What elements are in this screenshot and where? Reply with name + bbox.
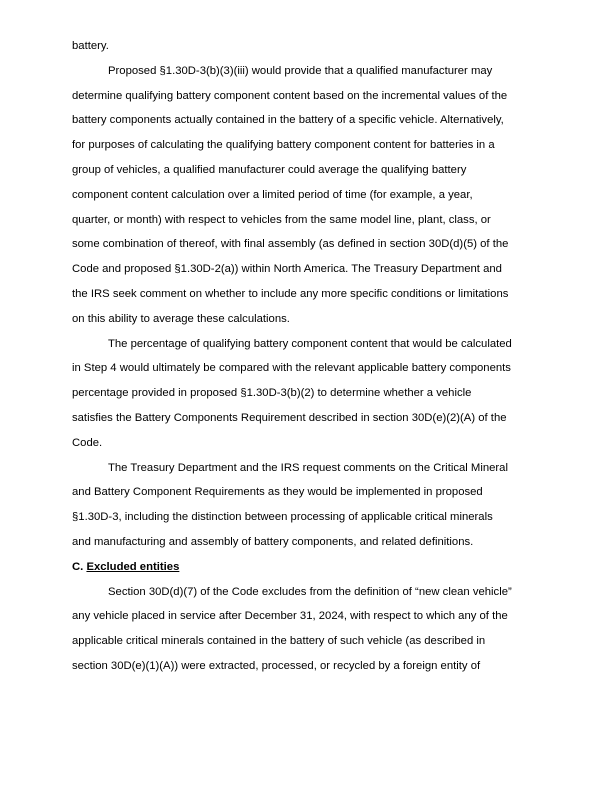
text-line: Code. xyxy=(72,436,103,449)
text-line: The percentage of qualifying battery component content that would be calculated xyxy=(108,337,512,350)
text-line: for purposes of calculating the qualifying battery component content for batteries in a xyxy=(72,139,495,152)
text-line: The Treasury Department and the IRS request comments on the Critical Mineral xyxy=(108,461,508,474)
text-line: satisfies the Battery Components Requirement described in section 30D(e)(2)(A) of the xyxy=(72,411,507,424)
text-line: determine qualifying battery component content based on the incremental values of the xyxy=(72,89,508,102)
text-line: group of vehicles, a qualified manufacturer could average the qualifying battery xyxy=(72,163,467,176)
text-line: battery. xyxy=(72,40,109,52)
text-line: Section 30D(d)(7) of the Code excludes from the definition of “new clean vehicle” xyxy=(108,585,512,598)
text-line: some combination of thereof, with final assembly (as defined in section 30D(d)(5) of the xyxy=(72,238,509,251)
document-page xyxy=(72,34,542,679)
text-line: any vehicle placed in service after December 31, 2024, with respect to which any of the xyxy=(72,610,508,623)
text-line: battery components actually contained in the battery of a specific vehicle. Alternatively, xyxy=(72,114,504,127)
text-line: component content calculation over a limited period of time (for example, a year, xyxy=(72,188,473,201)
text-line: and manufacturing and assembly of battery components, and related definitions. xyxy=(72,535,474,548)
text-line: the IRS seek comment on whether to include any more specific conditions or limitations xyxy=(72,287,509,300)
section-heading-prefix: C. xyxy=(72,560,87,573)
text-line: applicable critical minerals contained in the battery of such vehicle (as described in xyxy=(72,635,486,648)
section-heading-title: Excluded entities xyxy=(86,560,180,573)
text-line: Proposed §1.30D-3(b)(3)(iii) would provide that a qualified manufacturer may xyxy=(108,64,493,77)
text-line: on this ability to average these calculations. xyxy=(72,312,290,325)
body-text-after-heading xyxy=(72,580,542,679)
text-line: quarter, or month) with respect to vehicles from the same model line, plant, class, or xyxy=(72,213,491,226)
body-text-before-heading xyxy=(72,34,542,555)
section-heading xyxy=(72,555,542,580)
text-line: percentage provided in proposed §1.30D-3(b)(2) to determine whether a vehicle xyxy=(72,387,472,400)
text-line: section 30D(e)(1)(A)) were extracted, processed, or recycled by a foreign entity of xyxy=(72,659,481,672)
text-line: Code and proposed §1.30D-2(a)) within North America. The Treasury Department and xyxy=(72,263,502,276)
text-line: §1.30D-3, including the distinction between processing of applicable critical minerals xyxy=(72,511,493,524)
text-line: and Battery Component Requirements as they would be implemented in proposed xyxy=(72,486,483,499)
text-line: in Step 4 would ultimately be compared with the relevant applicable battery components xyxy=(72,362,511,375)
